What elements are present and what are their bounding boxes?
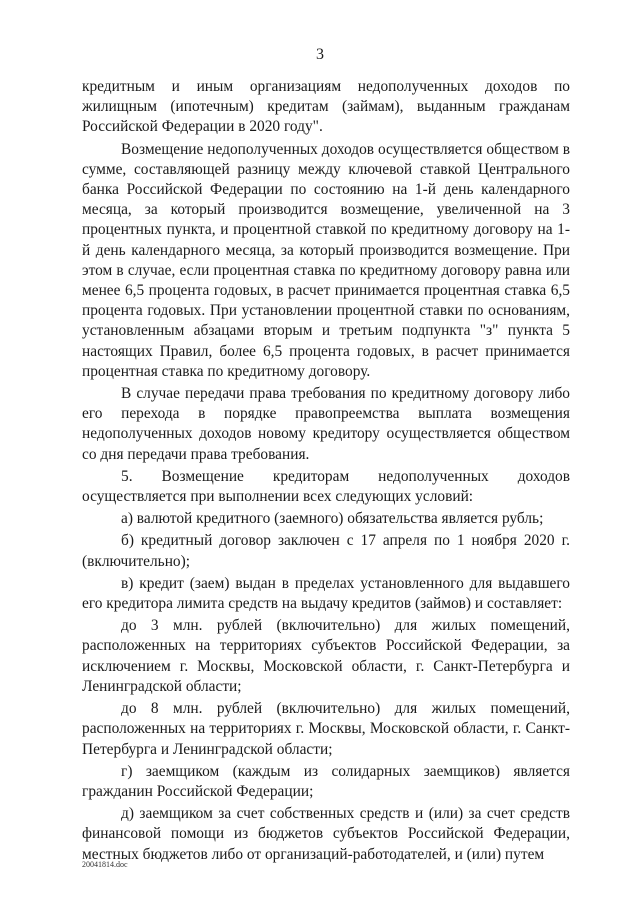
document-body bbox=[82, 77, 570, 867]
paragraph: а) валютой кредитного (заемного) обязательства является рубль; bbox=[121, 510, 544, 528]
paragraph: до 3 млн. рублей (включительно) для жилых помещений, расположенных на территориях субъектов Российской Федерации, за исключением г. Москвы, Московской области, г. Санкт-Петербурга и Ленинградской области; bbox=[82, 617, 570, 695]
page-number: 3 bbox=[316, 46, 324, 63]
paragraph: г) заемщиком (каждым из солидарных заемщиков) является гражданин Российской Федерации; bbox=[82, 762, 570, 800]
paragraph: д) заемщиком за счет собственных средств и (или) за счет средств финансовой помощи из бюджетов субъектов Российской Федерации, местных бюджетов либо от организаций-работодателей, и (или) путем bbox=[82, 805, 570, 863]
paragraph: до 8 млн. рублей (включительно) для жилых помещений, расположенных на территориях г. Москвы, Московской области, г. Санкт-Петербурга и Ленинградской области; bbox=[82, 700, 570, 758]
paragraph: Возмещение недополученных доходов осуществляется обществом в сумме, составляющей разницу между ключевой ставкой Центрального банка Российской Федерации по состоянию на 1-й день календарного месяца, за который производится возмещение, увеличенной на 3 процентных пункта, и процентной ставкой по кредитному договору на 1-й день календарного месяца, за который производится возмещение. При этом в случае, если процентная ставка по кредитному договору равна или менее 6,5 процента годовых, в расчет принимается процентная ставка 6,5 процента годовых. При установлении процентной ставки по основаниям, установленным абзацами вторым и третьим подпункта "з" пункта 5 настоящих Правил, более 6,5 процента годовых, в расчет принимается процентная ставка по кредитному договору. bbox=[82, 140, 570, 380]
paragraph: кредитным и иным организациям недополученных доходов по жилищным (ипотечным) кредитам (займам), выданным гражданам Российской Федерации в 2020 году". bbox=[82, 78, 570, 136]
paragraph: В случае передачи права требования по кредитному договору либо его перехода в порядке правопреемства выплата возмещения недополученных доходов новому кредитору осуществляется обществом со дня передачи права требования. bbox=[82, 385, 570, 463]
document-code: 20041814.doc bbox=[82, 860, 128, 869]
paragraph: б) кредитный договор заключен с 17 апреля по 1 ноября 2020 г. (включительно); bbox=[82, 532, 570, 570]
paragraph: в) кредит (заем) выдан в пределах установленного для выдавшего его кредитора лимита средств на выдачу кредитов (займов) и составляет: bbox=[82, 574, 570, 613]
paragraph: 5. Возмещение кредиторам недополученных доходов осуществляется при выполнении всех следующих условий: bbox=[82, 467, 570, 506]
